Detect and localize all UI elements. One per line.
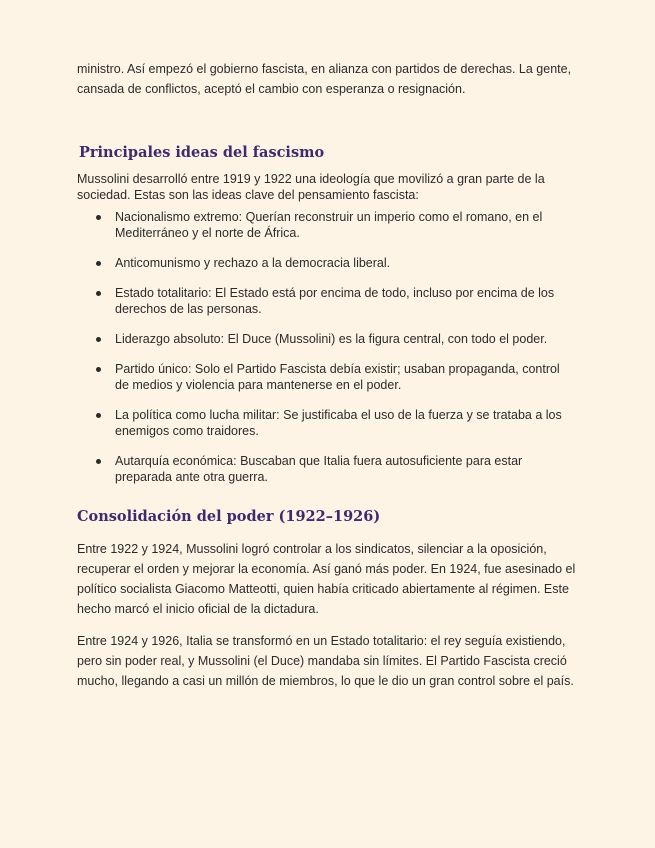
bullet-icon <box>96 337 101 342</box>
list-item <box>77 255 577 271</box>
ideas-heading: Principales ideas del fascismo <box>79 144 325 161</box>
ideas-intro-paragraph: Mussolini desarrolló entre 1919 y 1922 una ideología que movilizó a gran parte de la sociedad. Estas son las ideas clave del pensamiento fascista: <box>77 172 545 202</box>
bullet-icon <box>96 291 101 296</box>
list-item-text: Partido único: Solo el Partido Fascista debía existir; usaban propaganda, control de medios y violencia para mantenerse en el poder. <box>115 362 560 392</box>
list-item-text: Anticomunismo y rechazo a la democracia liberal. <box>115 256 391 270</box>
list-item <box>77 407 577 439</box>
list-item <box>77 331 577 347</box>
list-item-text: Estado totalitario: El Estado está por encima de todo, incluso por encima de los derechos de las personas. <box>115 286 555 316</box>
list-item <box>77 361 577 393</box>
bullet-icon <box>96 261 101 266</box>
bullet-icon <box>96 215 101 220</box>
ideas-list <box>77 209 577 485</box>
list-item-text: Autarquía económica: Buscaban que Italia fuera autosuficiente para estar preparada ante otra guerra. <box>115 454 523 484</box>
bullet-icon <box>96 459 101 464</box>
list-item <box>77 209 577 241</box>
list-item-text: La política como lucha militar: Se justificaba el uso de la fuerza y se trataba a los enemigos como traidores. <box>115 408 562 438</box>
intro-paragraph: ministro. Así empezó el gobierno fascista, en alianza con partidos de derechas. La gente, cansada de conflictos, aceptó el cambio con esperanza o resignación. <box>77 62 572 96</box>
consolidation-paragraph-1: Entre 1922 y 1924, Mussolini logró controlar a los sindicatos, silenciar a la oposición, recuperar el orden y mejorar la economía. Así ganó más poder. En 1924, fue asesinado el político socialista Giacomo Matteotti, quien había criticado abiertamente al régimen. Este hecho marcó el inicio oficial de la dictadura. <box>77 542 576 616</box>
consolidation-paragraph-2: Entre 1924 y 1926, Italia se transformó en un Estado totalitario: el rey seguía existiendo, pero sin poder real, y Mussolini (el Duce) mandaba sin límites. El Partido Fascista creció mucho, llegando a casi un millón de miembros, lo que le dio un gran control sobre el país. <box>77 634 574 688</box>
list-item-text: Nacionalismo extremo: Querían reconstruir un imperio como el romano, en el Mediterráneo y el norte de África. <box>115 210 543 240</box>
list-item <box>77 453 577 485</box>
bullet-icon <box>96 413 101 418</box>
consolidation-heading: Consolidación del poder (1922–1926) <box>77 508 381 525</box>
list-item-text: Liderazgo absoluto: El Duce (Mussolini) es la figura central, con todo el poder. <box>115 332 548 346</box>
document-page <box>77 59 577 691</box>
list-item <box>77 285 577 317</box>
bullet-icon <box>96 367 101 372</box>
